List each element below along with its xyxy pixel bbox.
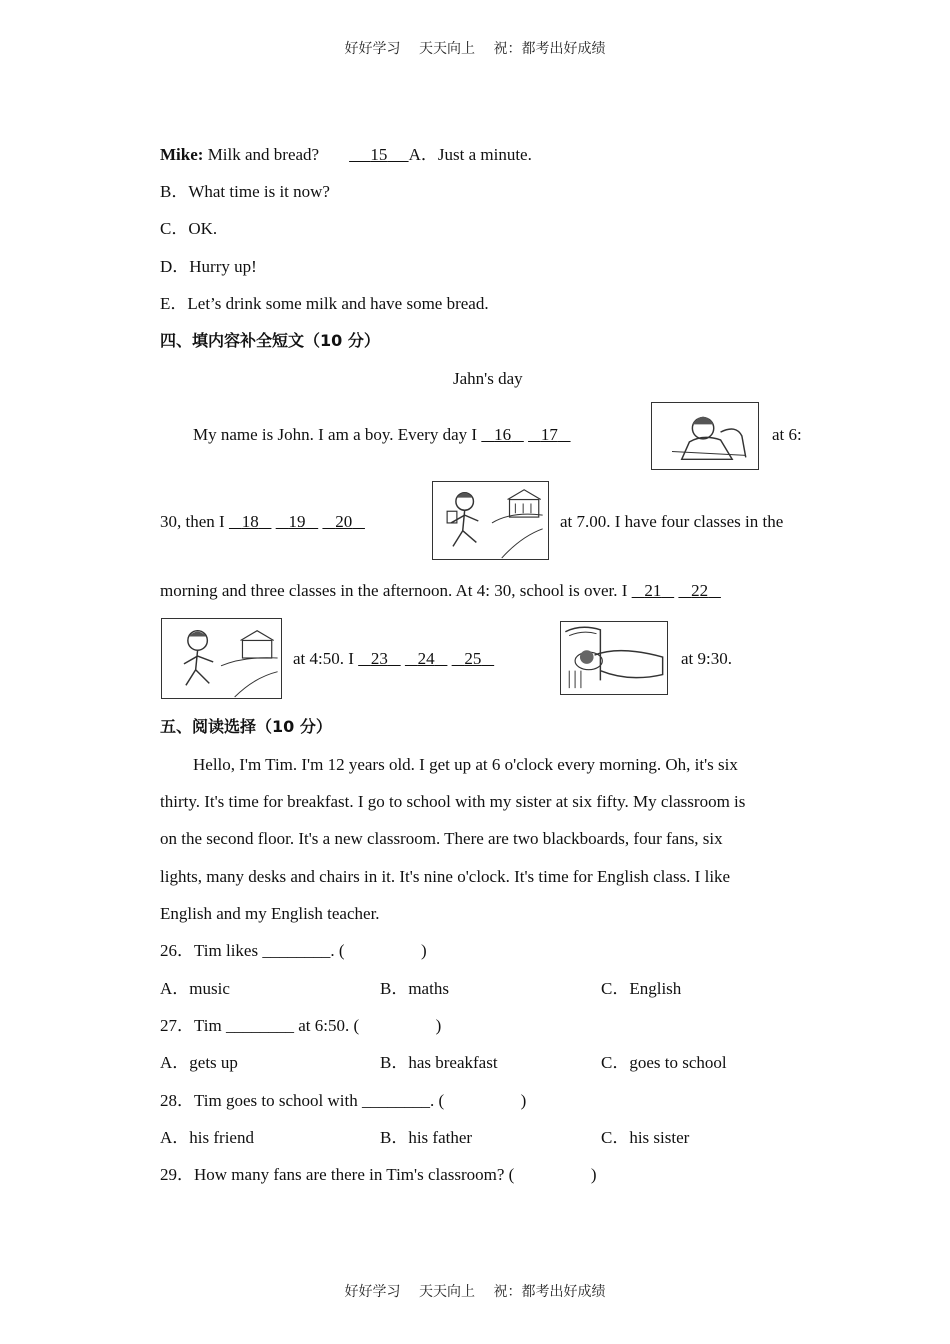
header-text-2: 天天向上: [419, 41, 475, 57]
story-line-1-end: at 6:: [772, 425, 802, 444]
blank-16[interactable]: 16: [494, 425, 512, 444]
q27-option-b[interactable]: B．has breakfast: [380, 1053, 498, 1072]
story-line-2: 30, then I 18 19 20: [160, 511, 365, 533]
passage-line-4: lights, many desks and chairs in it. It's nine o'clock. It's time for English class. I like: [160, 867, 731, 886]
blank-20[interactable]: 20: [335, 512, 353, 531]
footer-text-1: 好好学习: [344, 1284, 401, 1300]
blank-23[interactable]: 23: [370, 649, 388, 668]
story-line-1: My name is John. I am a boy. Every day I 16 17: [193, 424, 571, 446]
story-line-2-end: at 7.00. I have four classes in the: [560, 512, 784, 531]
section-5-heading: 五、阅读选择（10 分）: [160, 717, 332, 736]
dialogue-line: [160, 144, 532, 166]
story-line-4-end: at 9:30.: [681, 649, 732, 668]
story-title: Jahn's day: [453, 369, 523, 388]
header-text-1: 好好学习: [344, 41, 401, 57]
q28-option-c[interactable]: C．his sister: [601, 1128, 690, 1147]
option-b: B．What time is it now?: [160, 182, 330, 201]
option-a: A．Just a minute.: [408, 145, 532, 164]
option-d: D．Hurry up!: [160, 257, 257, 276]
blank-21[interactable]: 21: [644, 581, 662, 600]
q27-option-a[interactable]: A．gets up: [160, 1053, 238, 1072]
boy-waking-picture: [651, 402, 759, 470]
option-e: E．Let’s drink some milk and have some bread.: [160, 294, 489, 313]
footer-text-2: 天天向上: [419, 1284, 475, 1300]
q27-option-c[interactable]: C．goes to school: [601, 1053, 727, 1072]
boy-going-home-picture: [161, 618, 282, 699]
question-26: 26．Tim likes ________. ( ): [160, 941, 427, 960]
footer-text-3: 祝：都考出好成绩: [493, 1284, 606, 1300]
question-28: 28．Tim goes to school with ________. ( ): [160, 1091, 527, 1110]
blank-17[interactable]: 17: [540, 425, 558, 444]
page-header: [0, 38, 950, 58]
blank-18[interactable]: 18: [241, 512, 259, 531]
option-c: C．OK.: [160, 219, 218, 238]
blank-19[interactable]: 19: [288, 512, 306, 531]
section-4-heading: 四、填内容补全短文（10 分）: [160, 331, 380, 350]
question-29: 29．How many fans are there in Tim's classroom? ( ): [160, 1165, 597, 1184]
blank-15[interactable]: 15: [370, 145, 388, 164]
q26-option-a[interactable]: A．music: [160, 979, 230, 998]
q28-option-b[interactable]: B．his father: [380, 1128, 473, 1147]
story-line-3: morning and three classes in the afternoon. At 4: 30, school is over. I 21 22: [160, 580, 721, 602]
story-line-4: at 4:50. I 23 24 25: [293, 648, 494, 670]
passage-line-5: English and my English teacher.: [160, 904, 380, 923]
passage-line-1: Hello, I'm Tim. I'm 12 years old. I get up at 6 o'clock every morning. Oh, it's six: [193, 755, 738, 774]
boy-sleeping-picture: [560, 621, 668, 695]
page-footer: [0, 1281, 950, 1301]
blank-24[interactable]: 24: [417, 649, 435, 668]
dialogue-text: Milk and bread?: [203, 145, 320, 164]
q26-option-b[interactable]: B．maths: [380, 979, 449, 998]
speaker-label: Mike:: [160, 145, 204, 164]
passage-line-3: on the second floor. It's a new classroom. There are two blackboards, four fans, six: [160, 829, 723, 848]
boy-running-to-school-picture: [432, 481, 549, 560]
q28-option-a[interactable]: A．his friend: [160, 1128, 254, 1147]
header-text-3: 祝：都考出好成绩: [493, 41, 606, 57]
question-27: 27．Tim ________ at 6:50. ( ): [160, 1016, 442, 1035]
blank-22[interactable]: 22: [691, 581, 709, 600]
q26-option-c[interactable]: C．English: [601, 979, 682, 998]
passage-line-2: thirty. It's time for breakfast. I go to school with my sister at six fifty. My classroom is: [160, 792, 746, 811]
blank-25[interactable]: 25: [464, 649, 482, 668]
